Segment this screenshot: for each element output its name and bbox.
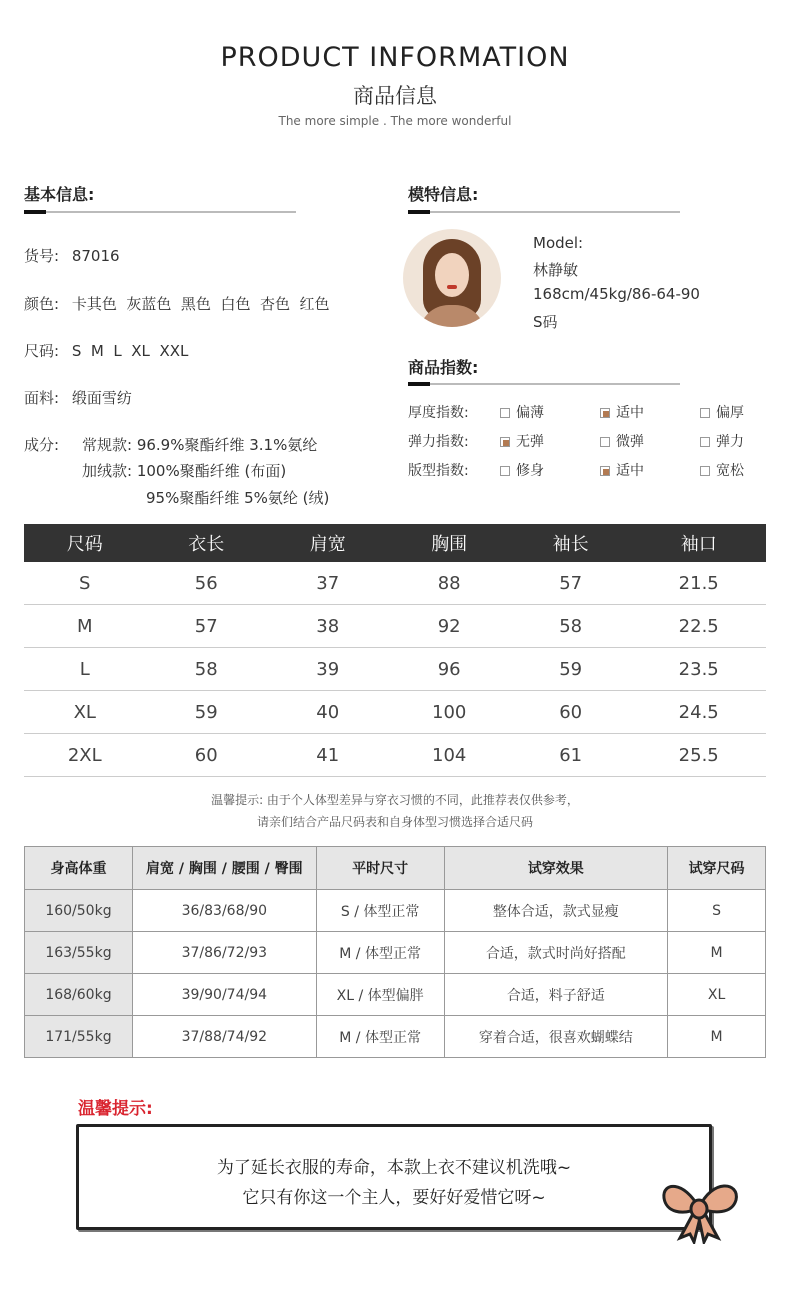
size-table-header [24, 524, 766, 562]
color-label: 颜色: [24, 295, 60, 313]
color-row [24, 293, 330, 314]
model-measurements: 168cm/45kg/86-64-90 [533, 285, 700, 303]
index-row-label: 版型指数: [408, 463, 469, 479]
size-table-cell: 60 [145, 734, 266, 777]
fit-table-header [25, 847, 766, 890]
size-table-cell: 59 [145, 691, 266, 734]
size-table-row [24, 562, 766, 605]
fit-table-cell: 39/90/74/94 [132, 974, 316, 1016]
checkbox-checked-icon [500, 437, 510, 447]
checkbox-empty-icon [600, 437, 610, 447]
size-table-header-cell: 袖长 [510, 524, 631, 562]
fit-table-cell: 37/86/72/93 [132, 932, 316, 974]
fit-table-row [25, 932, 766, 974]
size-table-cell: 24.5 [631, 691, 766, 734]
size-table-cell: XL [24, 691, 145, 734]
fit-table-header-cell: 身高体重 [25, 847, 133, 890]
fit-table-cell: 合适，料子舒适 [444, 974, 668, 1016]
color-values: 卡其色 灰蓝色 黑色 白色 杏色 红色 [71, 295, 330, 313]
model-size: S码 [533, 313, 558, 331]
size-table-cell: 59 [510, 648, 631, 691]
checkbox-empty-icon [700, 466, 710, 476]
size-table-cell: 57 [145, 605, 266, 648]
checkbox-empty-icon [500, 408, 510, 418]
size-tip-line-2: 请亲们结合产品尺码表和自身体型习惯选择合适尺码 [256, 815, 533, 829]
size-table-cell: M [24, 605, 145, 648]
index-option [500, 460, 544, 480]
model-info-heading: 模特信息: [408, 185, 479, 204]
size-label: 尺码: [24, 342, 60, 360]
size-table-header-cell: 胸围 [388, 524, 509, 562]
size-table-header-cell: 尺码 [24, 524, 145, 562]
fit-table-header-cell: 试穿尺码 [668, 847, 766, 890]
product-index-divider [408, 383, 680, 385]
tagline: The more simple . The more wonderful [278, 114, 512, 128]
size-table-cell: 22.5 [631, 605, 766, 648]
index-option-label: 偏薄 [516, 405, 544, 421]
fit-table-cell: 整体合适，款式显瘦 [444, 890, 668, 932]
checkbox-checked-icon [600, 408, 610, 418]
item-number-label: 货号: [24, 247, 60, 265]
fit-table-row [25, 890, 766, 932]
index-option [600, 402, 644, 422]
product-index-heading: 商品指数: [408, 358, 479, 377]
page-title: PRODUCT INFORMATION [220, 42, 570, 73]
care-tip-box [76, 1124, 712, 1230]
checkbox-empty-icon [700, 408, 710, 418]
composition-line-3: 95%聚酯纤维 5%氨纶 (绒) [146, 489, 330, 507]
model-info-divider [408, 211, 680, 213]
model-photo [403, 229, 501, 327]
checkbox-checked-icon [600, 466, 610, 476]
size-table-cell: 39 [267, 648, 388, 691]
basic-info-divider [24, 211, 296, 213]
fit-table-cell: 合适，款式时尚好搭配 [444, 932, 668, 974]
fit-table [24, 846, 766, 1058]
size-table-cell: 100 [388, 691, 509, 734]
fit-table-cell: 163/55kg [25, 932, 133, 974]
size-table-cell: 56 [145, 562, 266, 605]
index-option [600, 460, 644, 480]
fabric-label: 面料: [24, 389, 60, 407]
care-tip-title: 温馨提示: [78, 1099, 153, 1119]
size-table-cell: 104 [388, 734, 509, 777]
fit-table-row [25, 1016, 766, 1058]
index-option [500, 402, 544, 422]
index-option-label: 弹力 [716, 434, 744, 450]
model-label: Model: [533, 234, 584, 252]
fit-table-cell: 168/60kg [25, 974, 133, 1016]
size-table-cell: 37 [267, 562, 388, 605]
size-table-cell: 92 [388, 605, 509, 648]
index-option [700, 460, 744, 480]
size-table [24, 524, 766, 777]
fit-table-cell: XL / 体型偏胖 [316, 974, 444, 1016]
page-subtitle: 商品信息 [353, 84, 437, 108]
fit-table-cell: M [668, 932, 766, 974]
fabric-value: 缎面雪纺 [71, 389, 132, 407]
fit-table-cell: 穿着合适，很喜欢蝴蝶结 [444, 1016, 668, 1058]
fit-table-cell: 36/83/68/90 [132, 890, 316, 932]
size-table-cell: 57 [510, 562, 631, 605]
fit-table-cell: 37/88/74/92 [132, 1016, 316, 1058]
size-table-header-cell: 袖口 [631, 524, 766, 562]
fit-table-cell: S / 体型正常 [316, 890, 444, 932]
index-row-label: 厚度指数: [408, 405, 469, 421]
bow-icon [654, 1172, 744, 1244]
index-option [700, 431, 744, 451]
size-table-cell: 25.5 [631, 734, 766, 777]
size-table-cell: 58 [510, 605, 631, 648]
item-number-value: 87016 [71, 247, 120, 265]
fit-table-cell: 171/55kg [25, 1016, 133, 1058]
index-option-label: 适中 [616, 405, 644, 421]
size-table-cell: 23.5 [631, 648, 766, 691]
index-option-label: 微弹 [616, 434, 644, 450]
fit-table-cell: M / 体型正常 [316, 932, 444, 974]
fit-table-cell: XL [668, 974, 766, 1016]
care-tip-line-1: 为了延长衣服的寿命，本款上衣不建议机洗哦~ [216, 1158, 572, 1178]
size-table-cell: 88 [388, 562, 509, 605]
fabric-row [24, 387, 132, 408]
composition-label: 成分: [24, 436, 60, 454]
fit-table-cell: M / 体型正常 [316, 1016, 444, 1058]
size-tip-line-1: 温馨提示: 由于个人体型差异与穿衣习惯的不同，此推荐表仅供参考， [211, 793, 579, 807]
size-table-header-cell: 肩宽 [267, 524, 388, 562]
size-table-row [24, 734, 766, 777]
index-option-label: 偏厚 [716, 405, 744, 421]
item-number-row [24, 245, 120, 266]
composition-line-1: 常规款: 96.9%聚酯纤维 3.1%氨纶 [82, 436, 318, 454]
composition-line-2: 加绒款: 100%聚酯纤维 (布面) [82, 462, 287, 480]
size-table-cell: 96 [388, 648, 509, 691]
size-table-header-cell: 衣长 [145, 524, 266, 562]
care-tip-line-2: 它只有你这一个主人，要好好爱惜它呀~ [242, 1188, 546, 1208]
index-option-label: 修身 [516, 463, 544, 479]
size-table-cell: S [24, 562, 145, 605]
index-option [700, 402, 744, 422]
index-option-label: 宽松 [716, 463, 744, 479]
fit-table-header-cell: 试穿效果 [444, 847, 668, 890]
index-option-label: 无弹 [516, 434, 544, 450]
size-table-cell: L [24, 648, 145, 691]
size-tip [0, 789, 790, 833]
index-option-label: 适中 [616, 463, 644, 479]
size-table-row [24, 605, 766, 648]
size-values: S M L XL XXL [71, 342, 189, 360]
size-row [24, 340, 188, 361]
basic-info-heading: 基本信息: [24, 185, 95, 204]
checkbox-empty-icon [700, 437, 710, 447]
size-table-row [24, 648, 766, 691]
size-table-cell: 41 [267, 734, 388, 777]
model-name: 林静敏 [533, 261, 579, 279]
size-table-cell: 21.5 [631, 562, 766, 605]
size-table-row [24, 691, 766, 734]
index-option [500, 431, 544, 451]
size-table-cell: 38 [267, 605, 388, 648]
fit-table-cell: S [668, 890, 766, 932]
size-table-cell: 40 [267, 691, 388, 734]
fit-table-header-cell: 平时尺寸 [316, 847, 444, 890]
size-table-cell: 58 [145, 648, 266, 691]
fit-table-cell: M [668, 1016, 766, 1058]
size-table-cell: 61 [510, 734, 631, 777]
size-table-cell: 60 [510, 691, 631, 734]
index-option [600, 431, 644, 451]
checkbox-empty-icon [500, 466, 510, 476]
size-table-cell: 2XL [24, 734, 145, 777]
index-row-label: 弹力指数: [408, 434, 469, 450]
fit-table-header-cell: 肩宽 / 胸围 / 腰围 / 臀围 [132, 847, 316, 890]
fit-table-cell: 160/50kg [25, 890, 133, 932]
fit-table-row [25, 974, 766, 1016]
